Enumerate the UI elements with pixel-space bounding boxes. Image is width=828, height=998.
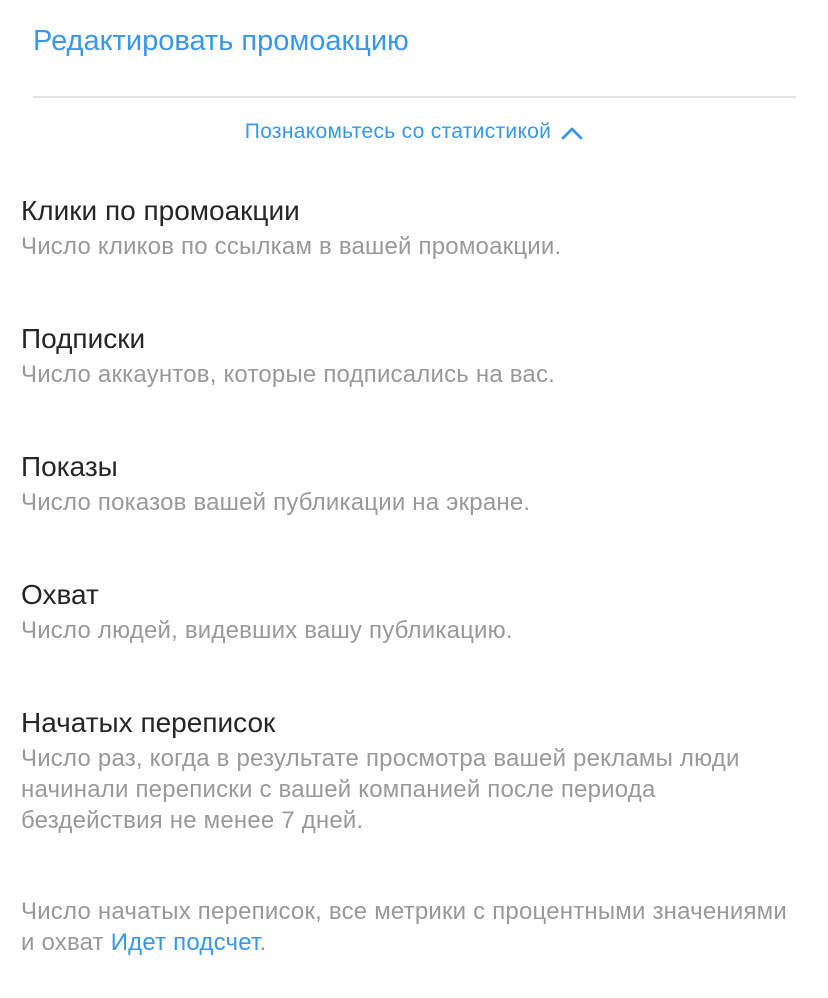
metric-title: Показы	[21, 451, 118, 482]
metric-item-impressions	[21, 449, 801, 518]
metric-title: Клики по промоакции	[21, 195, 300, 226]
divider	[33, 96, 796, 98]
in-progress-link[interactable]: Идет подсчет	[110, 929, 260, 956]
stats-toggle[interactable]	[0, 116, 828, 148]
metric-item-conversations	[21, 705, 801, 836]
footer-note-suffix: .	[259, 929, 267, 956]
stats-toggle-label: Познакомьтесь со статистикой	[244, 120, 552, 143]
metric-item-clicks	[21, 193, 801, 262]
metric-description: Число кликов по ссылкам в вашей промоакции.	[21, 233, 562, 260]
metric-description: Число аккаунтов, которые подписались на вас.	[21, 361, 556, 388]
metric-item-follows	[21, 321, 801, 390]
metric-description: Число показов вашей публикации на экране.	[21, 489, 531, 516]
metric-description: Число людей, видевших вашу публикацию.	[21, 617, 513, 644]
metric-title: Подписки	[21, 323, 146, 354]
edit-promo-link[interactable]: Редактировать промоакцию	[33, 25, 409, 57]
metric-description: Число раз, когда в результате просмотра вашей рекламы люди начинали переписки с вашей компанией после периода бездействия не менее 7 дней.	[21, 745, 740, 834]
metric-title: Начатых переписок	[21, 707, 276, 738]
metric-item-reach	[21, 577, 801, 646]
footer-note	[21, 896, 801, 958]
footer-note-text: Число начатых переписок, все метрики с процентными значениями и охват	[21, 898, 787, 956]
chevron-up-icon	[561, 123, 583, 139]
metric-title: Охват	[21, 579, 99, 610]
